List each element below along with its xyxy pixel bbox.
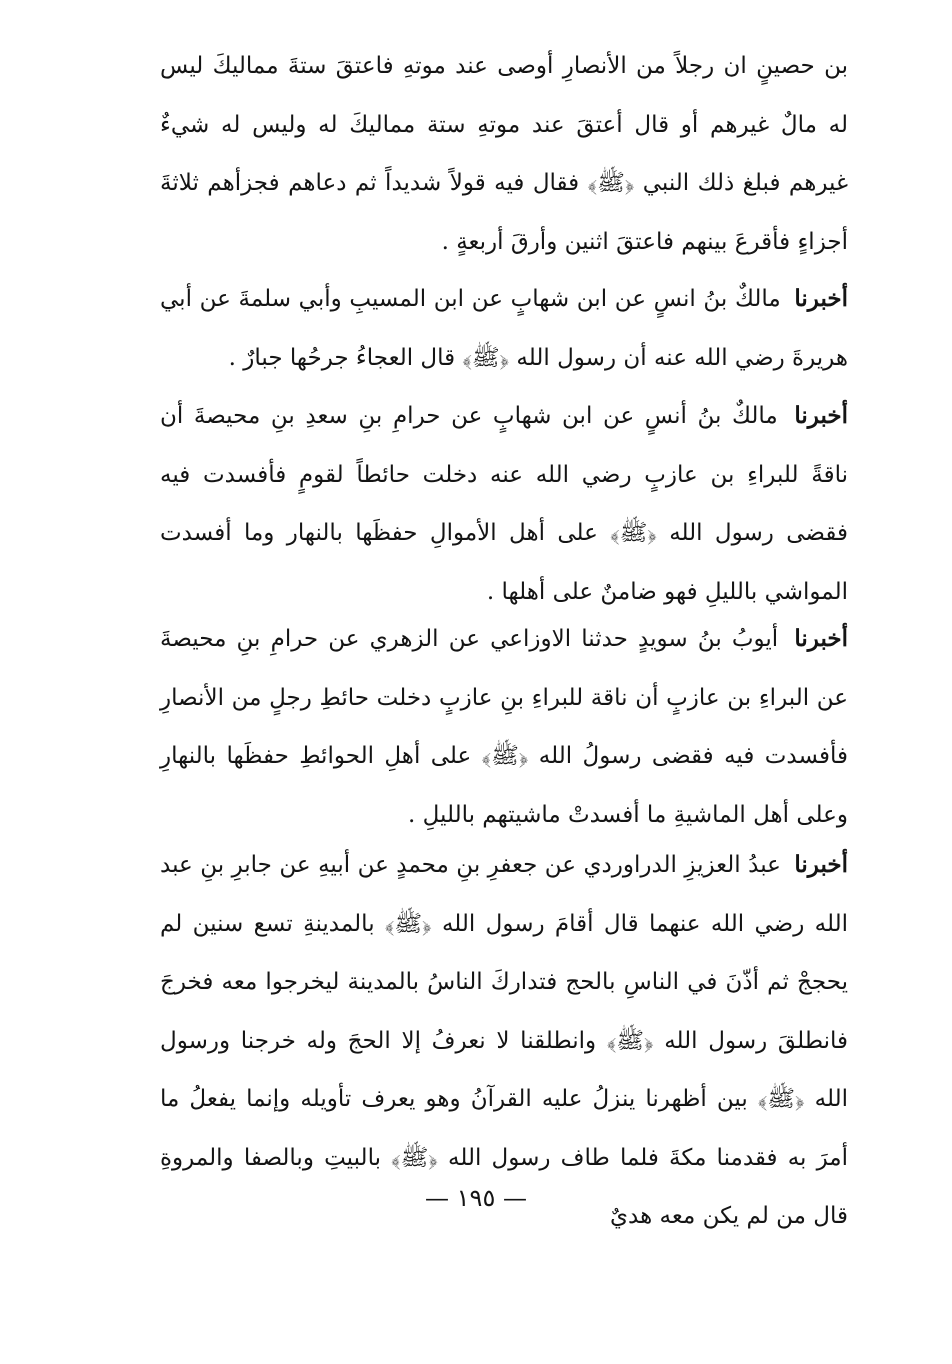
paragraph-lead: أخبرنا	[794, 851, 848, 878]
paragraph-text: مالكٌ بنُ انسٍ عن ابن شهابٍ عن ابن المسيبِ وأبي سلمةَ عن أبي هريرةَ رضي الله عنه أن رسول الله ﴿ﷺ﴾ قال العجاءُ جرحُها جبارٌ .	[160, 286, 848, 371]
paragraph-text: أيوبُ بنُ سويدٍ حدثنا الاوزاعي عن الزهري عن حرامِ بنِ محيصةَ عن البراءِ بن عازبٍ أن ناقة للبراءِ بنِ عازبٍ دخلت حائطِ رجلٍ من الأنصارِ فأفسدت فيه فقضى رسولُ الله ﴿ﷺ﴾ على أهلِ الحوائطِ حفظَها بالنهارِ وعلى أهل الماشيةِ ما أفسدتْ ماشيتهم بالليلِ .	[160, 626, 848, 828]
paragraph-text: عبدُ العزيزِ الدراوردي عن جعفرِ بنِ محمدٍ عن أبيهِ عن جابرِ بنِ عبد الله رضي الله عنهما قال أقامَ رسول الله ﴿ﷺ﴾ بالمدينةِ تسع سنين لم يحججْ ثم أذّنَ في الناسِ بالحج فتداركَ الناسُ بالمدينة ليخرجوا معه فخرجَ فانطلقَ رسول الله ﴿ﷺ﴾ وانطلقنا لا نعرفُ إلا الحجَ وله خرجنا ورسول الله ﴿ﷺ﴾ بين أظهرنا ينزلُ عليه القرآنُ وهو يعرف تأويله وإنما يفعلُ ما أمرَ به فقدمنا مكةَ فلما طاف رسول الله ﴿ﷺ﴾ بالبيتِ وبالصفا والمروةِ قال من لم يكن معه هديٌ	[160, 852, 848, 1229]
paragraph-hadith-1	[160, 270, 848, 387]
paragraph-content	[160, 610, 848, 844]
paragraph-text: بن حصينٍ ان رجلاً من الأنصارِ أوصى عند موتهِ فاعتقَ ستةَ مماليكَ ليس له مالٌ غيرهم أو قال أعتقَ عند موتهِ ستة مماليكَ له وليس له شيءٌ غيرهم فبلغ ذلك النبي ﴿ﷺ﴾ فقال فيه قولاً شديداً ثم دعاهم فجزأهم ثلاثةَ أجزاءٍ فأقرعَ بينهم فاعتقَ اثنين وأرقَ أربعةٍ .	[160, 53, 848, 255]
paragraph-content	[160, 270, 848, 387]
paragraph-content	[160, 387, 848, 621]
paragraph-continuation	[160, 37, 848, 271]
paragraph-hadith-2	[160, 387, 848, 621]
paragraph-lead: أخبرنا	[794, 402, 849, 429]
page-number: — ١٩٥ —	[425, 1184, 527, 1212]
paragraph-lead: أخبرنا	[794, 285, 848, 312]
paragraph-text: مالكٌ بنُ أنسٍ عن ابن شهابٍ عن حرامِ بنِ سعدِ بنِ محيصةَ أن ناقةً للبراءِ بن عازبٍ رضي الله عنه دخلت حائطاً لقومٍ فأفسدت فيه فقضى رسول الله ﴿ﷺ﴾ على أهل الأموالِ حفظَها بالنهار وما أفسدت المواشي بالليلِ فهو ضامنٌ على أهلها .	[160, 403, 848, 605]
paragraph-hadith-3	[160, 610, 848, 844]
paragraph-lead: أخبرنا	[794, 625, 849, 652]
